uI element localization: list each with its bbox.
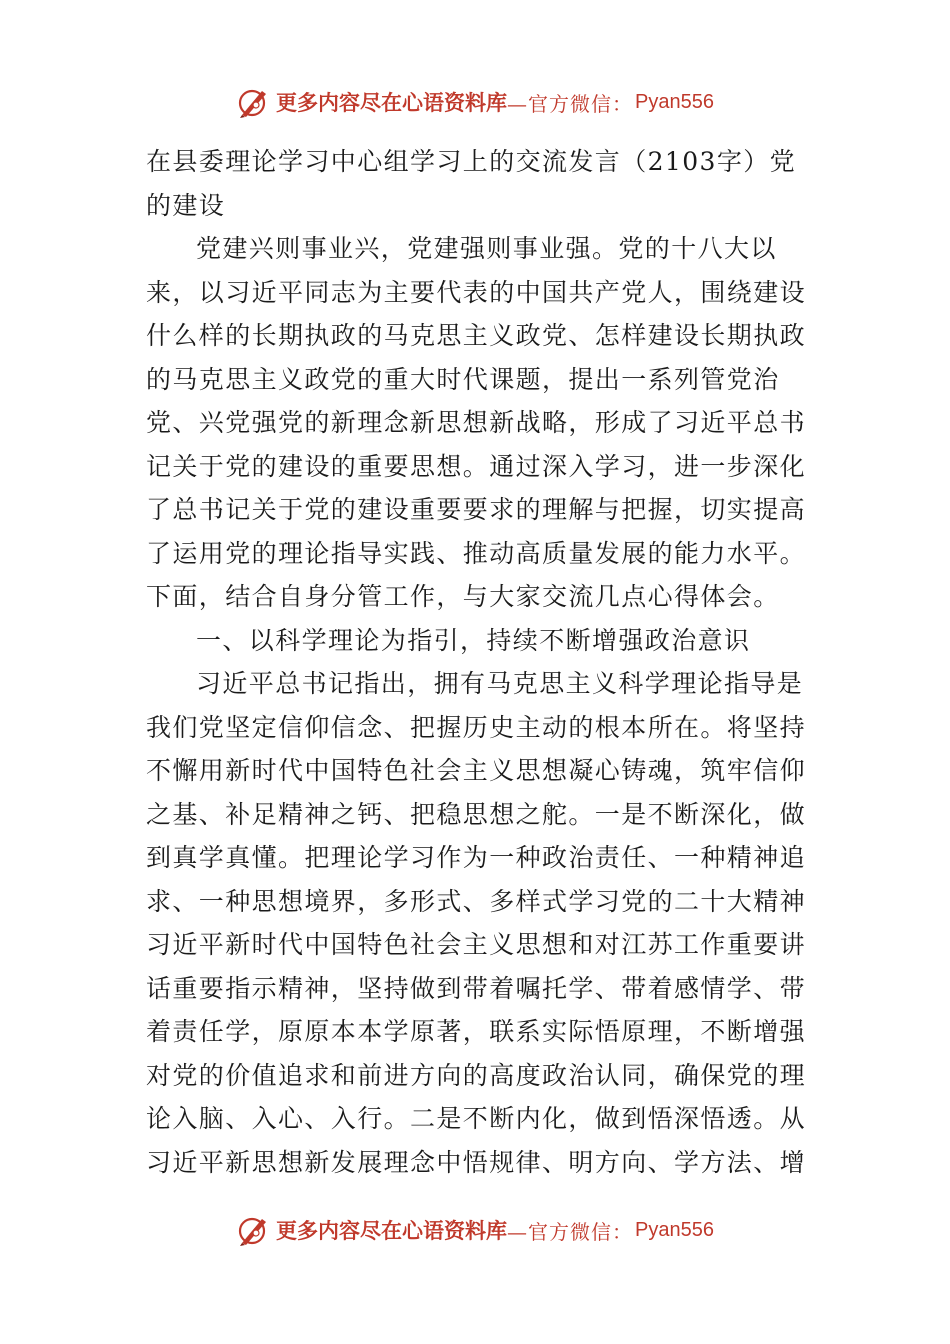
document-body (146, 140, 808, 1184)
brand-text: 更多内容尽在心语资料库 (276, 1218, 508, 1243)
document-title: 在县委理论学习中心组学习上的交流发言（2103字）党的建设 (146, 147, 797, 220)
footer-watermark-banner (0, 1210, 950, 1250)
brand-text: 更多内容尽在心语资料库 (276, 90, 508, 115)
pen-circle-logo-icon (236, 1213, 270, 1247)
paragraph-section-1: 习近平总书记指出，拥有马克思主义科学理论指导是我们党坚定信仰信念、把握历史主动的根本所在。将坚持不懈用新时代中国特色社会主义思想凝心铸魂，筑牢信仰之基、补足精神之钙、把稳思想之舵。一是不断深化，做到真学真懂。把理论学习作为一种政治责任、一种精神追求、一种思想境界，多形式、多样式学习党的二十大精神习近平新时代中国特色社会主义思想和对江苏工作重要讲话重要指示精神，坚持做到带着嘱托学、带着感情学、带着责任学，原原本本学原著，联系实际悟原理，不断增强对党的价值追求和前进方向的高度政治认同，确保党的理论入脑、入心、入行。二是不断内化，做到悟深悟透。从习近平新思想新发展理念中悟规律、明方向、学方法、增 (146, 669, 807, 1177)
wechat-id: Pyan556 (635, 1218, 714, 1241)
paragraph-intro: 党建兴则事业兴，党建强则事业强。党的十八大以来，以习近平同志为主要代表的中国共产党人，围绕建设什么样的长期执政的马克思主义政党、怎样建设长期执政的马克思主义政党的重大时代课题，提出一系列管党治党、兴党强党的新理念新思想新战略，形成了习近平总书记关于党的建设的重要思想。通过深入学习，进一步深化了总书记关于党的建设重要要求的理解与把握，切实提高了运用党的理论指导实践、推动高质量发展的能力水平。下面，结合自身分管工作，与大家交流几点心得体会。 (146, 234, 807, 611)
header-watermark-banner (0, 82, 950, 122)
official-wechat-label: —官方微信： (507, 1219, 634, 1244)
wechat-id: Pyan556 (635, 90, 714, 113)
pen-circle-logo-icon (236, 85, 270, 119)
section-heading-1: 一、以科学理论为指引，持续不断增强政治意识 (196, 625, 751, 655)
official-wechat-label: —官方微信： (507, 91, 634, 116)
